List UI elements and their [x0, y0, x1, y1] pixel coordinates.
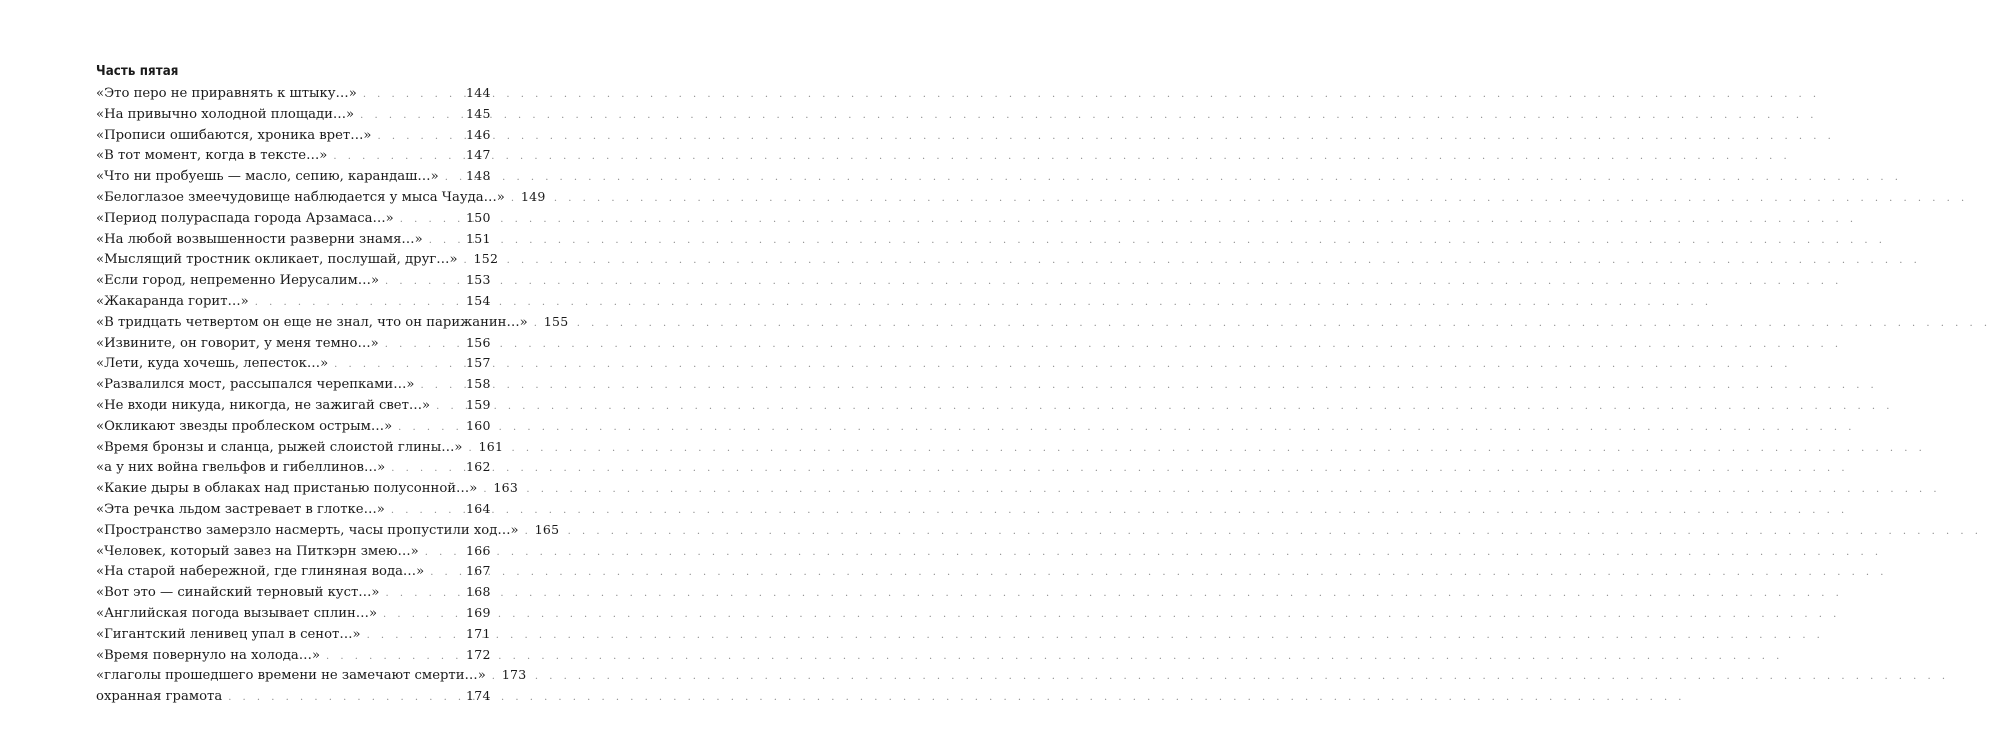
page-number: 147 [466, 147, 491, 163]
toc-entry [96, 312, 569, 333]
entry-title: «Не входи никуда, никогда, не зажигай свет…» [96, 397, 431, 413]
page-number: 155 [543, 313, 569, 329]
toc-entry [96, 541, 491, 562]
page-number: 174 [466, 688, 491, 704]
page-number: 158 [466, 376, 491, 392]
dot-leader [425, 543, 462, 564]
dot-leader [436, 397, 462, 418]
entry-title: «Время бронзы и сланца, рыжей слоистой глины…» [96, 439, 463, 455]
dot-leader [400, 210, 462, 231]
dot-leader [398, 418, 462, 439]
entry-title: «Если город, непременно Иерусалим…» [96, 273, 380, 289]
toc-entry [96, 83, 491, 104]
dot-leader [334, 355, 462, 376]
page-number: 162 [466, 459, 491, 475]
toc-entry [96, 104, 491, 125]
toc-entry [96, 645, 491, 666]
toc-entry [96, 125, 491, 146]
page-number: 156 [466, 334, 491, 350]
dot-leader [228, 688, 462, 709]
entry-title: «Жакаранда горит…» [96, 293, 249, 309]
dot-leader [420, 376, 462, 397]
page-number: 145 [466, 105, 491, 121]
entry-title: «В тот момент, когда в тексте…» [96, 148, 328, 164]
toc-entry [96, 478, 519, 499]
entry-title: «Прописи ошибаются, хроника врет…» [96, 127, 372, 143]
toc-entry [96, 416, 491, 437]
toc-entry [96, 249, 499, 270]
toc-entry [96, 208, 491, 229]
entry-title: «Период полураспада города Арзамаса…» [96, 210, 394, 226]
dot-leader [391, 459, 462, 480]
entry-title: «Белоглазое змеечудовище наблюдается у мыса Чауда…» [96, 189, 505, 205]
dot-leader [445, 168, 462, 189]
page-number: 168 [466, 584, 491, 600]
dot-leader [464, 251, 470, 272]
entry-title: «Вот это — синайский терновый куст…» [96, 585, 380, 601]
page-number: 149 [520, 188, 546, 204]
entry-title: охранная грамота [96, 689, 223, 705]
toc-entry [96, 270, 491, 291]
page-number: 157 [466, 355, 491, 371]
dot-leader [367, 626, 462, 647]
page-number: 151 [466, 230, 491, 246]
dot-leader [468, 439, 474, 460]
page-number: 167 [466, 563, 491, 579]
entry-title: «Лети, куда хочешь, лепесток…» [96, 356, 329, 372]
entry-title: «В тридцать четвертом он еще не знал, что он парижанин…» [96, 314, 528, 330]
dot-leader [363, 85, 462, 106]
dot-leader [385, 272, 462, 293]
page-number: 169 [466, 604, 491, 620]
toc-entry [96, 166, 491, 187]
section-title: Часть пятая [96, 63, 179, 79]
entry-title: «Мыслящий тростник окликает, послушай, друг…» [96, 252, 458, 268]
entry-title: «Пространство замерзло насмерть, часы пропустили ход…» [96, 522, 519, 538]
page-number: 173 [501, 667, 527, 683]
dot-leader [483, 480, 489, 501]
entry-title: «Эта речка льдом застревает в глотке…» [96, 501, 385, 517]
entry-title: «Развалился мост, рассыпался черепками…» [96, 377, 415, 393]
dot-leader [534, 314, 540, 335]
entry-title: «На любой возвышенности разверни знамя…» [96, 231, 423, 247]
toc-entry [96, 686, 491, 707]
toc-entry [96, 457, 491, 478]
page-number: 171 [466, 625, 491, 641]
dot-leader [255, 293, 462, 314]
page-number: 172 [466, 646, 491, 662]
dot-leader [429, 231, 462, 252]
dot-leader [333, 147, 462, 168]
toc-list [96, 83, 569, 707]
entry-title: «Гигантский ленивец упал в сенот…» [96, 626, 361, 642]
page-number: 152 [473, 251, 499, 267]
toc-entry [96, 437, 504, 458]
toc-entry [96, 582, 491, 603]
entry-title: «Время повернуло на холода…» [96, 647, 321, 663]
page-number: 144 [466, 85, 491, 100]
toc-entry [96, 499, 491, 520]
toc-entry [96, 374, 491, 395]
toc-entry [96, 624, 491, 645]
dot-leader [525, 522, 531, 543]
page-number: 150 [466, 209, 491, 225]
dot-leader [511, 189, 517, 210]
toc-entry [96, 187, 546, 208]
dot-leader [383, 605, 462, 626]
dot-leader [391, 501, 462, 522]
dot-leader [326, 647, 462, 668]
entry-title: «Какие дыры в облаках над пристанью полусонной…» [96, 481, 478, 497]
entry-title: «глаголы прошедшего времени не замечают смерти…» [96, 668, 486, 684]
page-number: 159 [466, 396, 491, 412]
page-number: 160 [466, 417, 491, 433]
toc-entry [96, 229, 491, 250]
page-number: 154 [466, 292, 491, 308]
page-number: 161 [478, 438, 504, 454]
entry-title: «Что ни пробуешь — масло, сепию, карандаш…» [96, 169, 439, 185]
page-number: 166 [466, 542, 491, 558]
entry-title: «Извините, он говорит, у меня темно…» [96, 335, 379, 351]
toc-entry [96, 145, 491, 166]
toc-entry [96, 353, 491, 374]
dot-leader [385, 335, 462, 356]
toc-entry [96, 520, 560, 541]
toc-entry [96, 291, 491, 312]
entry-title: «Английская погода вызывает сплин…» [96, 605, 378, 621]
entry-title: «а у них война гвельфов и гибеллинов…» [96, 460, 386, 476]
toc-entry [96, 333, 491, 354]
page-number: 146 [466, 126, 491, 142]
toc-entry [96, 603, 491, 624]
dot-leader [377, 127, 462, 148]
dot-leader [386, 584, 462, 605]
entry-title: «Окликают звезды проблеском острым…» [96, 418, 393, 434]
entry-title: «Это перо не приравнять к штыку…» [96, 86, 357, 101]
toc-entry [96, 395, 491, 416]
page-number: 164 [466, 500, 491, 516]
toc-entry [96, 665, 527, 686]
dot-leader [430, 563, 462, 584]
entry-title: «Человек, который завез на Питкэрн змею…» [96, 543, 419, 559]
page-number: 153 [466, 272, 491, 288]
dot-leader [492, 667, 498, 688]
page-number: 163 [493, 480, 519, 496]
page-number: 165 [534, 521, 560, 537]
entry-title: «На привычно холодной площади…» [96, 106, 355, 122]
dot-leader [360, 106, 462, 127]
entry-title: «На старой набережной, где глиняная вода…» [96, 564, 425, 580]
page-number: 148 [466, 168, 491, 184]
toc-entry [96, 561, 491, 582]
table-of-contents-page [96, 62, 569, 707]
